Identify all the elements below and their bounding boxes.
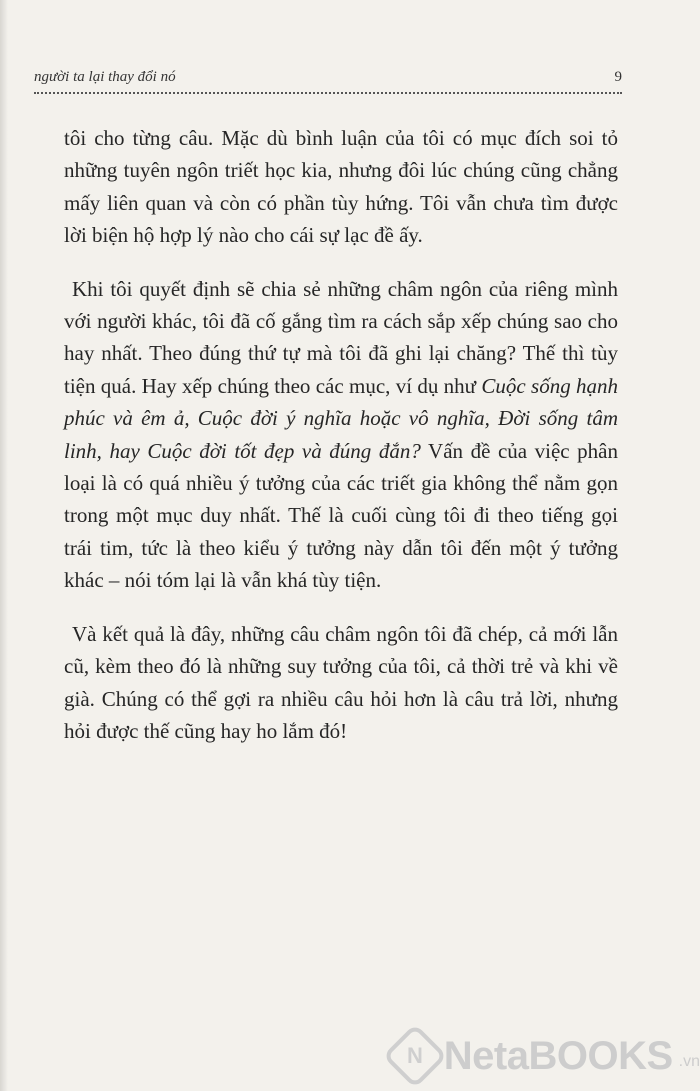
watermark-brand: NetaBOOKS [443,1033,673,1078]
paragraph-3: Và kết quả là đây, những câu châm ngôn tôi đã chép, cả mới lẫn cũ, kèm theo đó là những suy tưởng của tôi, cả thời trẻ và khi về già. Chúng có thể gợi ra nhiều câu hỏi hơn là câu trả lời, nhưng hỏi được thế cũng hay ho lắm đó! [64,621,618,743]
paragraph-2 [64,273,618,597]
brand-logo-icon: N [382,1023,447,1088]
body-text [64,122,618,768]
header-dotted-rule [34,92,622,94]
watermark [392,1033,700,1079]
paragraph-2-italic-categories: Cuộc sống hạnh phúc và êm ả, Cuộc đời ý nghĩa hoặc vô nghĩa, Đời sống tâm linh, hay Cuộc đời tốt đẹp và đúng đắn? [64,373,618,463]
page-header [34,58,622,86]
paragraph-1: tôi cho từng câu. Mặc dù bình luận của tôi có mục đích soi tỏ những tuyên ngôn triết học kia, nhưng đôi lúc chúng cũng chẳng mấy liên quan và còn có phần tùy hứng. Tôi vẫn chưa tìm được lời biện hộ hợp lý nào cho cái sự lạc đề ấy. [64,126,618,248]
running-head: người ta lại thay đổi nó [34,69,176,85]
paragraph-2-continued: Vấn đề của việc phân loại là có quá nhiều ý tưởng của các triết gia không thể nằm gọn trong một mục duy nhất. Thế là cuối cùng tôi đi theo tiếng gọi trái tim, tức là theo kiểu ý tưởng này dẫn tôi đến một ý tưởng khác – nói tóm lại là vẫn khá tùy tiện. [64,438,618,593]
paragraph-2-text: Khi tôi quyết định sẽ chia sẻ những châm ngôn của riêng mình với người khác, tôi đã cố gắng tìm ra cách sắp xếp chúng sao cho hay nhất. Theo đúng thứ tự mà tôi đã ghi lại chăng? Thế thì tùy tiện quá. Hay xếp chúng theo các mục, ví dụ như [64,276,618,398]
page-gutter-shadow [0,0,8,1091]
page-number: 9 [614,69,622,85]
watermark-suffix: .vn [678,1053,700,1070]
